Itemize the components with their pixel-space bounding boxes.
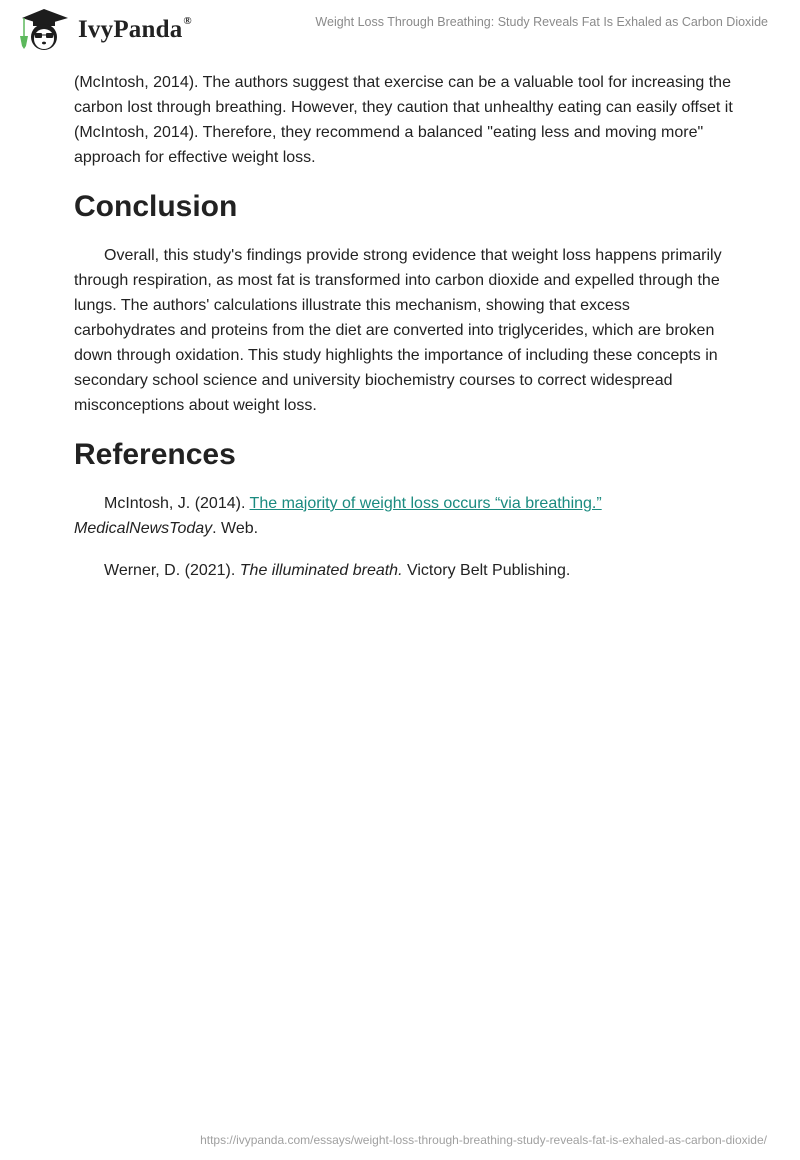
article-body bbox=[74, 70, 734, 600]
reference-title-link[interactable]: The majority of weight loss occurs “via breathing.” bbox=[249, 495, 602, 512]
brand-name: IvyPanda® bbox=[78, 14, 192, 43]
document-title: Weight Loss Through Breathing: Study Reveals Fat Is Exhaled as Carbon Dioxide bbox=[315, 15, 768, 29]
logo[interactable] bbox=[14, 6, 192, 52]
intro-paragraph: (McIntosh, 2014). The authors suggest that exercise can be a valuable tool for increasing the carbon lost through breathing. However, they caution that unhealthy eating can easily offset it (McIntosh, 2014). Therefore, they recommend a balanced "eating less and moving more" approach for effective weight loss. bbox=[74, 74, 733, 166]
panda-graduate-icon bbox=[14, 6, 76, 52]
page-header bbox=[0, 0, 800, 58]
reference-source: MedicalNewsToday bbox=[74, 520, 213, 537]
reference-item bbox=[74, 491, 734, 541]
conclusion-heading: Conclusion bbox=[74, 190, 238, 223]
reference-suffix: Victory Belt Publishing. bbox=[402, 562, 571, 579]
reference-author-year: Werner, D. (2021). bbox=[104, 562, 240, 579]
conclusion-paragraph: Overall, this study's findings provide strong evidence that weight loss happens primarily through respiration, as most fat is transformed into carbon dioxide and expelled through the lungs. The authors' calculations illustrate this mechanism, showing that excess carbohydrates and proteins from the diet are converted into triglycerides, which are broken down through oxidation. This study highlights the importance of including these concepts in secondary school science and university biochemistry courses to correct widespread misconceptions about weight loss. bbox=[74, 247, 722, 414]
reference-title: The illuminated breath. bbox=[239, 562, 403, 579]
reference-author-year: McIntosh, J. (2014). bbox=[104, 495, 250, 512]
references-heading: References bbox=[74, 438, 236, 471]
reference-suffix: . Web. bbox=[212, 520, 259, 537]
footer-url[interactable]: https://ivypanda.com/essays/weight-loss-through-breathing-study-reveals-fat-is-exhaled-as-carbon-dioxide/ bbox=[200, 1133, 767, 1147]
reference-item bbox=[74, 558, 734, 583]
